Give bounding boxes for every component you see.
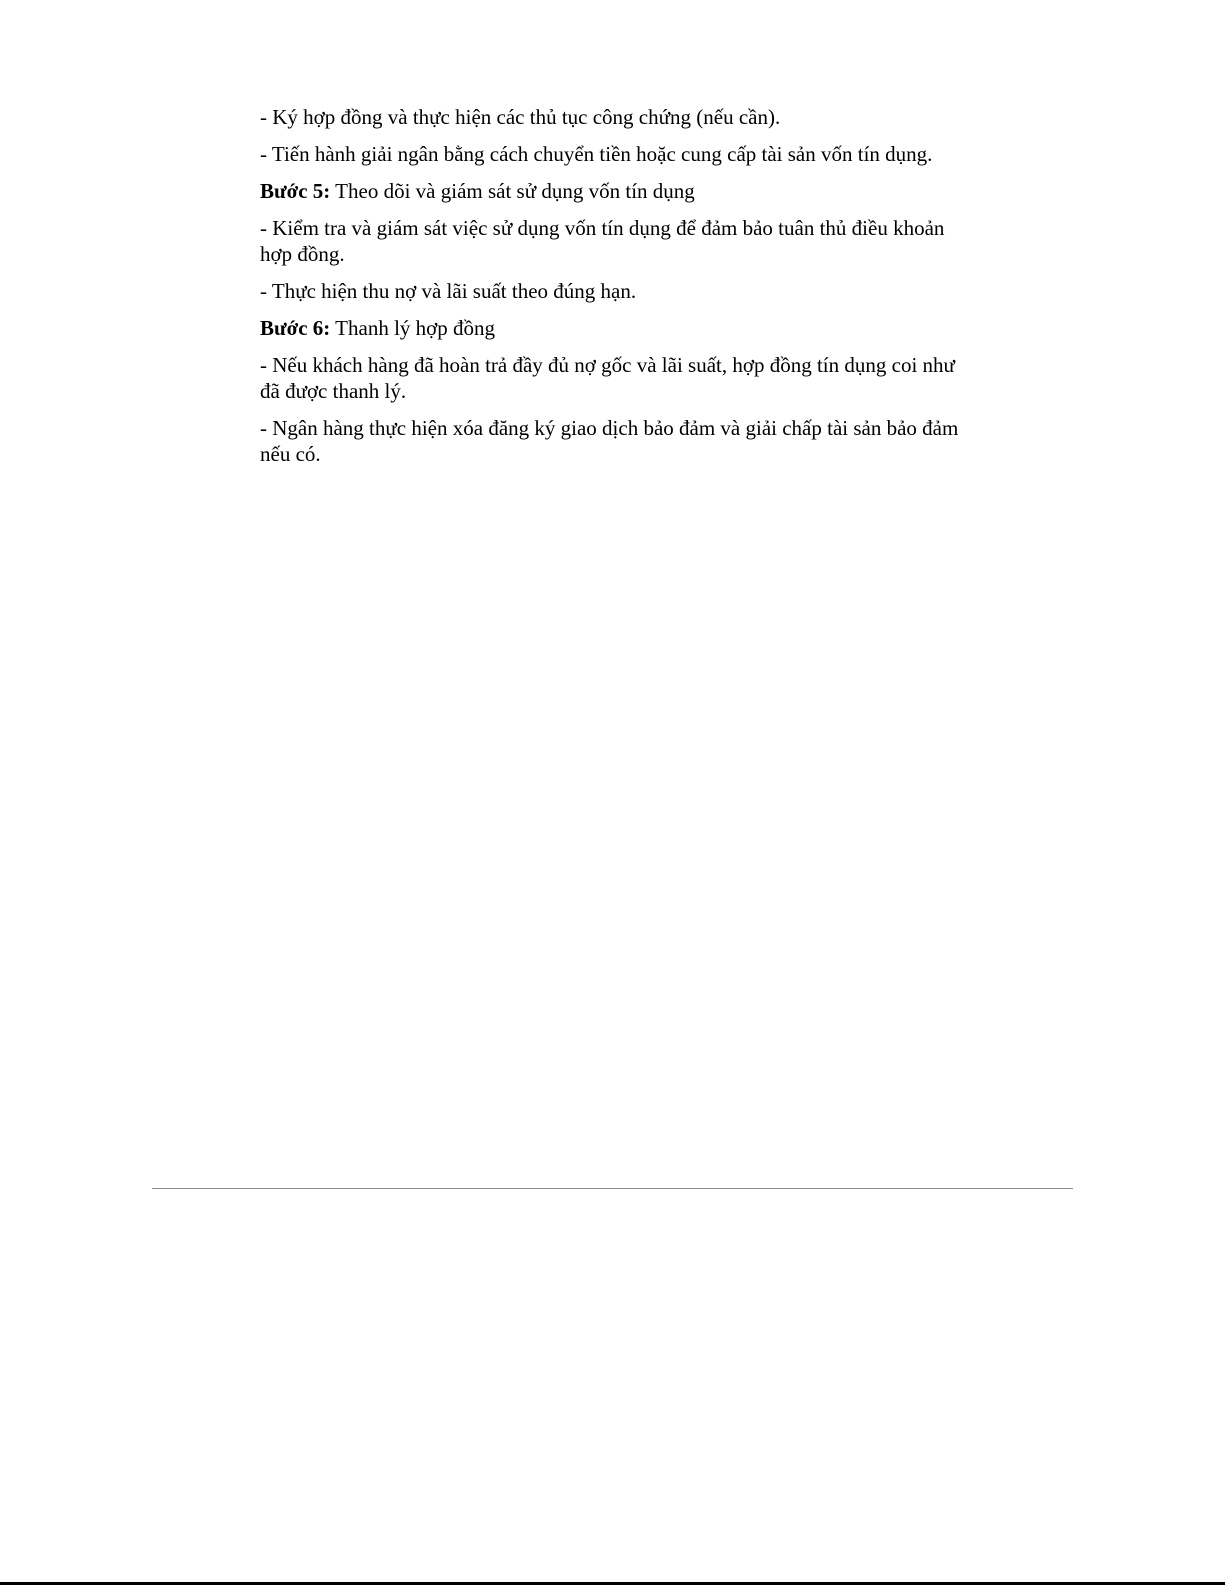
document-body — [260, 104, 960, 478]
step-5-item-collect: - Thực hiện thu nợ và lãi suất theo đúng hạn. — [260, 279, 637, 303]
step-5-label: Bước 5: — [260, 179, 331, 203]
step-5-item-monitor: - Kiểm tra và giám sát việc sử dụng vốn tín dụng để đảm bảo tuân thủ điều khoản hợp đồng. — [260, 216, 945, 266]
step-6-label: Bước 6: — [260, 316, 331, 340]
footer-divider — [152, 1188, 1073, 1189]
step-5-title: Theo dõi và giám sát sử dụng vốn tín dụng — [330, 179, 695, 203]
step-6-title: Thanh lý hợp đồng — [330, 316, 496, 340]
step-6-item-liquidated: - Nếu khách hàng đã hoàn trả đầy đủ nợ gốc và lãi suất, hợp đồng tín dụng coi như đã được thanh lý. — [260, 353, 955, 403]
paragraph-disbursement: - Tiến hành giải ngân bằng cách chuyển tiền hoặc cung cấp tài sản vốn tín dụng. — [260, 142, 933, 166]
step-6-heading — [260, 315, 960, 341]
step-5-heading — [260, 178, 960, 204]
paragraph-sign-contract: - Ký hợp đồng và thực hiện các thủ tục công chứng (nếu cần). — [260, 105, 781, 129]
step-6-item-release-collateral: - Ngân hàng thực hiện xóa đăng ký giao dịch bảo đảm và giải chấp tài sản bảo đảm nếu có. — [260, 416, 959, 466]
